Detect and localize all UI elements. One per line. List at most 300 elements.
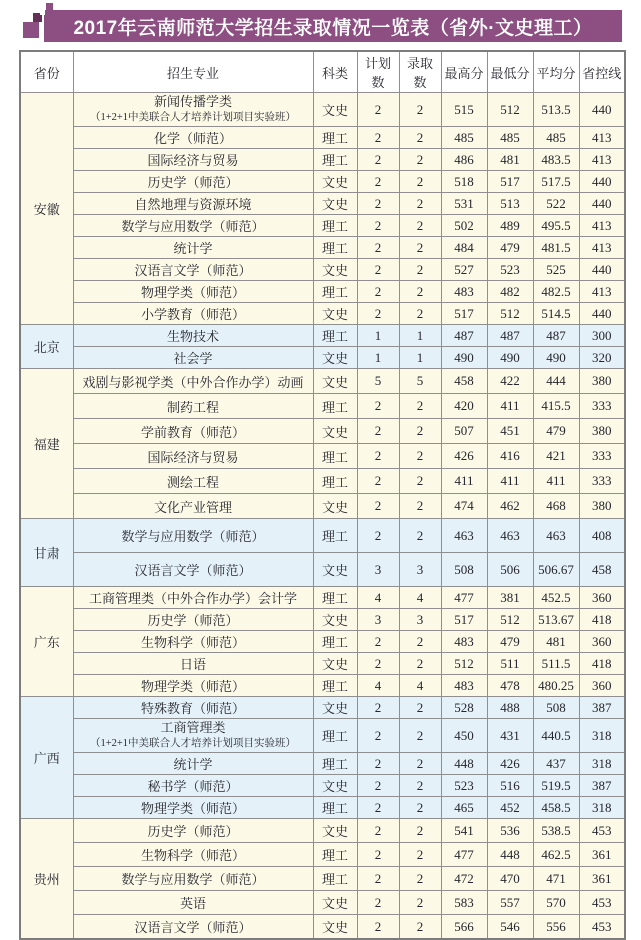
min-score-cell: 479 bbox=[487, 631, 533, 653]
plan-count-cell: 2 bbox=[357, 259, 399, 281]
control-line-cell: 413 bbox=[579, 281, 625, 303]
avg-score-cell: 506.67 bbox=[533, 553, 579, 587]
table-row bbox=[20, 631, 625, 653]
plan-count-cell: 2 bbox=[357, 719, 399, 753]
avg-score-cell: 415.5 bbox=[533, 394, 579, 419]
plan-count-cell: 4 bbox=[357, 587, 399, 609]
avg-score-cell: 513.67 bbox=[533, 609, 579, 631]
major-cell: 化学（师范） bbox=[73, 127, 313, 149]
control-line-cell: 413 bbox=[579, 237, 625, 259]
major-cell: 数学与应用数学（师范） bbox=[73, 867, 313, 891]
max-score-cell: 450 bbox=[441, 719, 487, 753]
control-line-cell: 440 bbox=[579, 93, 625, 127]
table-row bbox=[20, 93, 625, 127]
control-line-cell: 318 bbox=[579, 753, 625, 775]
major-cell: 工商管理类 （1+2+1中美联合人才培养计划项目实验班） bbox=[73, 719, 313, 753]
min-score-cell: 506 bbox=[487, 553, 533, 587]
major-cell: 汉语言文学（师范） bbox=[73, 553, 313, 587]
min-score-cell: 448 bbox=[487, 843, 533, 867]
max-score-cell: 485 bbox=[441, 127, 487, 149]
table-row bbox=[20, 171, 625, 193]
min-score-cell: 463 bbox=[487, 519, 533, 553]
max-score-cell: 517 bbox=[441, 609, 487, 631]
admit-count-cell: 2 bbox=[399, 93, 441, 127]
max-score-cell: 517 bbox=[441, 303, 487, 325]
plan-count-cell: 2 bbox=[357, 193, 399, 215]
max-score-cell: 483 bbox=[441, 281, 487, 303]
table-row bbox=[20, 369, 625, 394]
plan-count-cell: 2 bbox=[357, 419, 399, 444]
control-line-cell: 333 bbox=[579, 394, 625, 419]
admit-count-cell: 2 bbox=[399, 469, 441, 494]
table-row bbox=[20, 193, 625, 215]
major-cell: 小学教育（师范） bbox=[73, 303, 313, 325]
admit-count-cell: 2 bbox=[399, 419, 441, 444]
max-score-cell: 477 bbox=[441, 587, 487, 609]
table-row bbox=[20, 281, 625, 303]
category-cell: 理工 bbox=[313, 394, 357, 419]
control-line-cell: 318 bbox=[579, 719, 625, 753]
plan-count-cell: 1 bbox=[357, 325, 399, 347]
avg-score-cell: 458.5 bbox=[533, 797, 579, 819]
avg-score-cell: 482.5 bbox=[533, 281, 579, 303]
avg-score-cell: 421 bbox=[533, 444, 579, 469]
admit-count-cell: 2 bbox=[399, 215, 441, 237]
max-score-cell: 448 bbox=[441, 753, 487, 775]
major-cell: 数学与应用数学（师范） bbox=[73, 519, 313, 553]
table-row bbox=[20, 697, 625, 719]
admit-count-cell: 2 bbox=[399, 631, 441, 653]
major-cell: 历史学（师范） bbox=[73, 609, 313, 631]
major-cell: 测绘工程 bbox=[73, 469, 313, 494]
table-body bbox=[20, 93, 625, 940]
category-cell: 理工 bbox=[313, 587, 357, 609]
major-cell: 文化产业管理 bbox=[73, 494, 313, 519]
control-line-cell: 360 bbox=[579, 675, 625, 697]
max-score-cell: 528 bbox=[441, 697, 487, 719]
category-cell: 理工 bbox=[313, 797, 357, 819]
table-row bbox=[20, 719, 625, 753]
admit-count-cell: 2 bbox=[399, 259, 441, 281]
min-score-cell: 381 bbox=[487, 587, 533, 609]
col-header-5: 最高分 bbox=[441, 51, 487, 93]
max-score-cell: 508 bbox=[441, 553, 487, 587]
category-cell: 理工 bbox=[313, 675, 357, 697]
admit-count-cell: 2 bbox=[399, 281, 441, 303]
category-cell: 理工 bbox=[313, 719, 357, 753]
control-line-cell: 413 bbox=[579, 215, 625, 237]
table-row bbox=[20, 237, 625, 259]
category-cell: 文史 bbox=[313, 553, 357, 587]
major-cell: 统计学 bbox=[73, 237, 313, 259]
avg-score-cell: 511.5 bbox=[533, 653, 579, 675]
avg-score-cell: 556 bbox=[533, 915, 579, 940]
category-cell: 理工 bbox=[313, 843, 357, 867]
admit-count-cell: 2 bbox=[399, 697, 441, 719]
control-line-cell: 418 bbox=[579, 653, 625, 675]
admit-count-cell: 1 bbox=[399, 347, 441, 369]
admit-count-cell: 2 bbox=[399, 519, 441, 553]
max-score-cell: 458 bbox=[441, 369, 487, 394]
table-row bbox=[20, 494, 625, 519]
min-score-cell: 557 bbox=[487, 891, 533, 915]
control-line-cell: 453 bbox=[579, 891, 625, 915]
plan-count-cell: 2 bbox=[357, 753, 399, 775]
admit-count-cell: 2 bbox=[399, 193, 441, 215]
control-line-cell: 440 bbox=[579, 259, 625, 281]
plan-count-cell: 2 bbox=[357, 797, 399, 819]
admit-count-cell: 3 bbox=[399, 553, 441, 587]
control-line-cell: 333 bbox=[579, 469, 625, 494]
category-cell: 文史 bbox=[313, 891, 357, 915]
col-header-8: 省控线 bbox=[579, 51, 625, 93]
max-score-cell: 477 bbox=[441, 843, 487, 867]
category-cell: 文史 bbox=[313, 369, 357, 394]
plan-count-cell: 2 bbox=[357, 891, 399, 915]
plan-count-cell: 2 bbox=[357, 303, 399, 325]
page-title: 2017年云南师范大学招生录取情况一览表（省外·文史理工） bbox=[73, 17, 593, 39]
admit-count-cell: 2 bbox=[399, 444, 441, 469]
max-score-cell: 502 bbox=[441, 215, 487, 237]
avg-score-cell: 538.5 bbox=[533, 819, 579, 843]
admit-count-cell: 2 bbox=[399, 494, 441, 519]
major-cell: 汉语言文学（师范） bbox=[73, 915, 313, 940]
pixel-square-icon bbox=[40, 10, 45, 15]
plan-count-cell: 1 bbox=[357, 347, 399, 369]
table-row bbox=[20, 775, 625, 797]
max-score-cell: 566 bbox=[441, 915, 487, 940]
control-line-cell: 360 bbox=[579, 631, 625, 653]
table-row bbox=[20, 819, 625, 843]
control-line-cell: 360 bbox=[579, 587, 625, 609]
max-score-cell: 483 bbox=[441, 631, 487, 653]
province-cell: 广东 bbox=[20, 587, 73, 697]
col-header-4: 录取数 bbox=[399, 51, 441, 93]
min-score-cell: 411 bbox=[487, 469, 533, 494]
province-cell: 安徽 bbox=[20, 93, 73, 325]
table-row bbox=[20, 259, 625, 281]
admit-count-cell: 1 bbox=[399, 325, 441, 347]
plan-count-cell: 2 bbox=[357, 93, 399, 127]
admit-count-cell: 2 bbox=[399, 819, 441, 843]
min-score-cell: 487 bbox=[487, 325, 533, 347]
table-row bbox=[20, 867, 625, 891]
table-row bbox=[20, 419, 625, 444]
province-cell: 北京 bbox=[20, 325, 73, 369]
control-line-cell: 458 bbox=[579, 553, 625, 587]
avg-score-cell: 508 bbox=[533, 697, 579, 719]
plan-count-cell: 2 bbox=[357, 775, 399, 797]
avg-score-cell: 462.5 bbox=[533, 843, 579, 867]
category-cell: 理工 bbox=[313, 469, 357, 494]
max-score-cell: 463 bbox=[441, 519, 487, 553]
admit-count-cell: 5 bbox=[399, 369, 441, 394]
min-score-cell: 512 bbox=[487, 303, 533, 325]
min-score-cell: 451 bbox=[487, 419, 533, 444]
plan-count-cell: 2 bbox=[357, 127, 399, 149]
max-score-cell: 541 bbox=[441, 819, 487, 843]
major-cell: 生物科学（师范） bbox=[73, 843, 313, 867]
table-row bbox=[20, 753, 625, 775]
province-cell: 广西 bbox=[20, 697, 73, 819]
max-score-cell: 486 bbox=[441, 149, 487, 171]
category-cell: 理工 bbox=[313, 753, 357, 775]
min-score-cell: 470 bbox=[487, 867, 533, 891]
plan-count-cell: 2 bbox=[357, 697, 399, 719]
min-score-cell: 431 bbox=[487, 719, 533, 753]
control-line-cell: 413 bbox=[579, 127, 625, 149]
avg-score-cell: 483.5 bbox=[533, 149, 579, 171]
min-score-cell: 512 bbox=[487, 609, 533, 631]
max-score-cell: 472 bbox=[441, 867, 487, 891]
admit-count-cell: 2 bbox=[399, 915, 441, 940]
admit-count-cell: 4 bbox=[399, 675, 441, 697]
max-score-cell: 527 bbox=[441, 259, 487, 281]
category-cell: 文史 bbox=[313, 653, 357, 675]
major-cell: 物理学类（师范） bbox=[73, 281, 313, 303]
avg-score-cell: 463 bbox=[533, 519, 579, 553]
control-line-cell: 408 bbox=[579, 519, 625, 553]
table-row bbox=[20, 843, 625, 867]
category-cell: 理工 bbox=[313, 631, 357, 653]
major-cell: 秘书学（师范） bbox=[73, 775, 313, 797]
table-row bbox=[20, 891, 625, 915]
min-score-cell: 479 bbox=[487, 237, 533, 259]
min-score-cell: 546 bbox=[487, 915, 533, 940]
plan-count-cell: 2 bbox=[357, 867, 399, 891]
max-score-cell: 512 bbox=[441, 653, 487, 675]
category-cell: 文史 bbox=[313, 819, 357, 843]
admit-count-cell: 4 bbox=[399, 587, 441, 609]
control-line-cell: 413 bbox=[579, 149, 625, 171]
admit-count-cell: 2 bbox=[399, 653, 441, 675]
max-score-cell: 518 bbox=[441, 171, 487, 193]
category-cell: 理工 bbox=[313, 215, 357, 237]
table-row bbox=[20, 553, 625, 587]
admit-count-cell: 2 bbox=[399, 237, 441, 259]
admit-count-cell: 2 bbox=[399, 171, 441, 193]
control-line-cell: 361 bbox=[579, 843, 625, 867]
plan-count-cell: 2 bbox=[357, 843, 399, 867]
max-score-cell: 515 bbox=[441, 93, 487, 127]
avg-score-cell: 481 bbox=[533, 631, 579, 653]
avg-score-cell: 487 bbox=[533, 325, 579, 347]
plan-count-cell: 2 bbox=[357, 494, 399, 519]
max-score-cell: 420 bbox=[441, 394, 487, 419]
plan-count-cell: 2 bbox=[357, 237, 399, 259]
min-score-cell: 481 bbox=[487, 149, 533, 171]
admit-count-cell: 2 bbox=[399, 303, 441, 325]
category-cell: 理工 bbox=[313, 444, 357, 469]
table-row bbox=[20, 215, 625, 237]
major-cell: 国际经济与贸易 bbox=[73, 444, 313, 469]
max-score-cell: 523 bbox=[441, 775, 487, 797]
control-line-cell: 318 bbox=[579, 797, 625, 819]
avg-score-cell: 519.5 bbox=[533, 775, 579, 797]
avg-score-cell: 452.5 bbox=[533, 587, 579, 609]
avg-score-cell: 495.5 bbox=[533, 215, 579, 237]
admit-count-cell: 2 bbox=[399, 891, 441, 915]
major-cell: 历史学（师范） bbox=[73, 171, 313, 193]
min-score-cell: 513 bbox=[487, 193, 533, 215]
control-line-cell: 453 bbox=[579, 819, 625, 843]
avg-score-cell: 444 bbox=[533, 369, 579, 394]
max-score-cell: 507 bbox=[441, 419, 487, 444]
province-cell: 福建 bbox=[20, 369, 73, 519]
min-score-cell: 485 bbox=[487, 127, 533, 149]
avg-score-cell: 490 bbox=[533, 347, 579, 369]
control-line-cell: 418 bbox=[579, 609, 625, 631]
avg-score-cell: 513.5 bbox=[533, 93, 579, 127]
table-row bbox=[20, 469, 625, 494]
min-score-cell: 488 bbox=[487, 697, 533, 719]
plan-count-cell: 2 bbox=[357, 915, 399, 940]
major-cell: 新闻传播学类 （1+2+1中美联合人才培养计划项目实验班） bbox=[73, 93, 313, 127]
admit-count-cell: 3 bbox=[399, 609, 441, 631]
admit-count-cell: 2 bbox=[399, 719, 441, 753]
avg-score-cell: 468 bbox=[533, 494, 579, 519]
table-row bbox=[20, 675, 625, 697]
table-row bbox=[20, 444, 625, 469]
major-cell: 社会学 bbox=[73, 347, 313, 369]
avg-score-cell: 485 bbox=[533, 127, 579, 149]
min-score-cell: 462 bbox=[487, 494, 533, 519]
max-score-cell: 483 bbox=[441, 675, 487, 697]
plan-count-cell: 4 bbox=[357, 675, 399, 697]
min-score-cell: 416 bbox=[487, 444, 533, 469]
control-line-cell: 380 bbox=[579, 419, 625, 444]
category-cell: 文史 bbox=[313, 609, 357, 631]
max-score-cell: 487 bbox=[441, 325, 487, 347]
admit-count-cell: 2 bbox=[399, 753, 441, 775]
plan-count-cell: 2 bbox=[357, 631, 399, 653]
admit-count-cell: 2 bbox=[399, 394, 441, 419]
avg-score-cell: 479 bbox=[533, 419, 579, 444]
pixel-square-icon bbox=[46, 3, 53, 10]
major-cell: 汉语言文学（师范） bbox=[73, 259, 313, 281]
major-cell: 戏剧与影视学类（中外合作办学）动画 bbox=[73, 369, 313, 394]
province-cell: 甘肃 bbox=[20, 519, 73, 587]
min-score-cell: 426 bbox=[487, 753, 533, 775]
category-cell: 文史 bbox=[313, 259, 357, 281]
control-line-cell: 453 bbox=[579, 915, 625, 940]
plan-count-cell: 5 bbox=[357, 369, 399, 394]
table-row bbox=[20, 303, 625, 325]
plan-count-cell: 2 bbox=[357, 819, 399, 843]
plan-count-cell: 3 bbox=[357, 609, 399, 631]
title-bar bbox=[44, 10, 622, 42]
plan-count-cell: 2 bbox=[357, 281, 399, 303]
control-line-cell: 440 bbox=[579, 171, 625, 193]
max-score-cell: 426 bbox=[441, 444, 487, 469]
min-score-cell: 536 bbox=[487, 819, 533, 843]
table-row bbox=[20, 394, 625, 419]
category-cell: 理工 bbox=[313, 519, 357, 553]
table-row bbox=[20, 127, 625, 149]
avg-score-cell: 570 bbox=[533, 891, 579, 915]
avg-score-cell: 514.5 bbox=[533, 303, 579, 325]
category-cell: 理工 bbox=[313, 325, 357, 347]
col-header-1: 招生专业 bbox=[73, 51, 313, 93]
table-row bbox=[20, 587, 625, 609]
avg-score-cell: 522 bbox=[533, 193, 579, 215]
table-row bbox=[20, 347, 625, 369]
major-cell: 英语 bbox=[73, 891, 313, 915]
major-cell: 制药工程 bbox=[73, 394, 313, 419]
control-line-cell: 320 bbox=[579, 347, 625, 369]
category-cell: 文史 bbox=[313, 171, 357, 193]
category-cell: 理工 bbox=[313, 281, 357, 303]
avg-score-cell: 517.5 bbox=[533, 171, 579, 193]
max-score-cell: 411 bbox=[441, 469, 487, 494]
plan-count-cell: 2 bbox=[357, 149, 399, 171]
major-cell: 生物技术 bbox=[73, 325, 313, 347]
max-score-cell: 474 bbox=[441, 494, 487, 519]
table-row bbox=[20, 325, 625, 347]
avg-score-cell: 440.5 bbox=[533, 719, 579, 753]
admit-count-cell: 2 bbox=[399, 797, 441, 819]
min-score-cell: 478 bbox=[487, 675, 533, 697]
min-score-cell: 490 bbox=[487, 347, 533, 369]
admit-count-cell: 2 bbox=[399, 149, 441, 171]
col-header-2: 科类 bbox=[313, 51, 357, 93]
max-score-cell: 465 bbox=[441, 797, 487, 819]
major-cell: 学前教育（师范） bbox=[73, 419, 313, 444]
min-score-cell: 482 bbox=[487, 281, 533, 303]
category-cell: 文史 bbox=[313, 697, 357, 719]
avg-score-cell: 525 bbox=[533, 259, 579, 281]
category-cell: 理工 bbox=[313, 237, 357, 259]
province-cell: 贵州 bbox=[20, 819, 73, 940]
major-cell: 特殊教育（师范） bbox=[73, 697, 313, 719]
min-score-cell: 523 bbox=[487, 259, 533, 281]
min-score-cell: 422 bbox=[487, 369, 533, 394]
category-cell: 文史 bbox=[313, 93, 357, 127]
plan-count-cell: 2 bbox=[357, 171, 399, 193]
header-row bbox=[20, 51, 625, 93]
min-score-cell: 511 bbox=[487, 653, 533, 675]
admissions-table bbox=[19, 50, 626, 940]
avg-score-cell: 471 bbox=[533, 867, 579, 891]
plan-count-cell: 2 bbox=[357, 444, 399, 469]
min-score-cell: 489 bbox=[487, 215, 533, 237]
avg-score-cell: 411 bbox=[533, 469, 579, 494]
table-row bbox=[20, 797, 625, 819]
control-line-cell: 380 bbox=[579, 369, 625, 394]
major-cell: 日语 bbox=[73, 653, 313, 675]
table-row bbox=[20, 149, 625, 171]
col-header-6: 最低分 bbox=[487, 51, 533, 93]
control-line-cell: 361 bbox=[579, 867, 625, 891]
category-cell: 文史 bbox=[313, 347, 357, 369]
avg-score-cell: 437 bbox=[533, 753, 579, 775]
plan-count-cell: 2 bbox=[357, 519, 399, 553]
table-row bbox=[20, 519, 625, 553]
min-score-cell: 512 bbox=[487, 93, 533, 127]
plan-count-cell: 2 bbox=[357, 394, 399, 419]
major-cell: 物理学类（师范） bbox=[73, 797, 313, 819]
category-cell: 文史 bbox=[313, 775, 357, 797]
category-cell: 文史 bbox=[313, 419, 357, 444]
min-score-cell: 411 bbox=[487, 394, 533, 419]
control-line-cell: 387 bbox=[579, 775, 625, 797]
admit-count-cell: 2 bbox=[399, 775, 441, 797]
avg-score-cell: 480.25 bbox=[533, 675, 579, 697]
table-row bbox=[20, 915, 625, 940]
major-cell: 历史学（师范） bbox=[73, 819, 313, 843]
col-header-0: 省份 bbox=[20, 51, 73, 93]
table-row bbox=[20, 609, 625, 631]
